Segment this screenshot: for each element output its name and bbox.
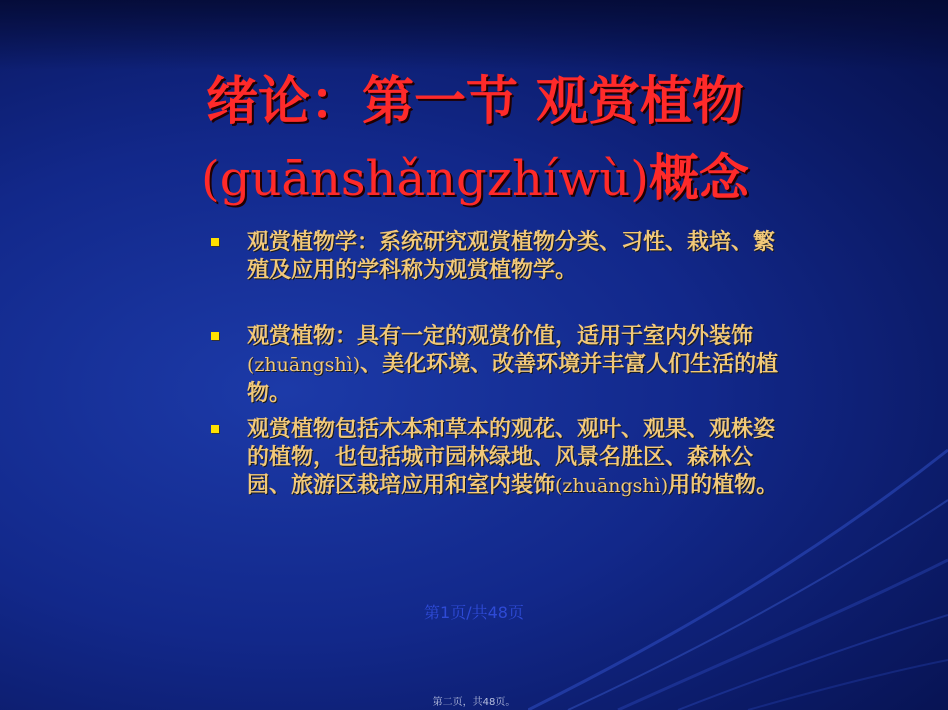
square-bullet-icon: [211, 332, 219, 340]
bullet-text: 、美化环境、改善环境并丰富人们生活的植物。: [247, 351, 779, 406]
title-line-1: 绪论：第一节 观赏植物: [205, 71, 745, 132]
page-number: 第1页/共48页: [424, 603, 524, 622]
bullet-item: [205, 228, 795, 284]
bullet-pinyin: (zhuāngshì): [247, 354, 361, 376]
bullet-item: [205, 322, 795, 407]
square-bullet-icon: [211, 425, 219, 433]
square-bullet-icon: [211, 238, 219, 246]
top-shade: [0, 0, 948, 70]
slide-title: [90, 64, 860, 217]
footer-note: 第二页，共48页。: [432, 697, 516, 708]
bullet-text: 观赏植物包括木本和草本的观花、观叶、观果、观株姿的植物，也包括城市园林绿地、风景名胜区、森林公园、旅游区栽培应用和室内装饰: [247, 416, 776, 498]
bullet-list: [205, 228, 795, 500]
bullet-text: 观赏植物学：系统研究观赏植物分类、习性、栽培、繁殖及应用的学科称为观赏植物学。: [247, 229, 776, 283]
bullet-text: 观赏植物：具有一定的观赏价值，适用于室内外装饰: [247, 323, 754, 349]
title-line-2: [90, 140, 860, 217]
bullet-item: [205, 415, 795, 500]
title-pinyin: (guānshǎngzhíwù): [201, 151, 649, 207]
bullet-pinyin: (zhuāngshì): [555, 475, 669, 497]
bullet-text: 用的植物。: [668, 472, 779, 498]
title-cjk: 概念: [648, 148, 749, 207]
